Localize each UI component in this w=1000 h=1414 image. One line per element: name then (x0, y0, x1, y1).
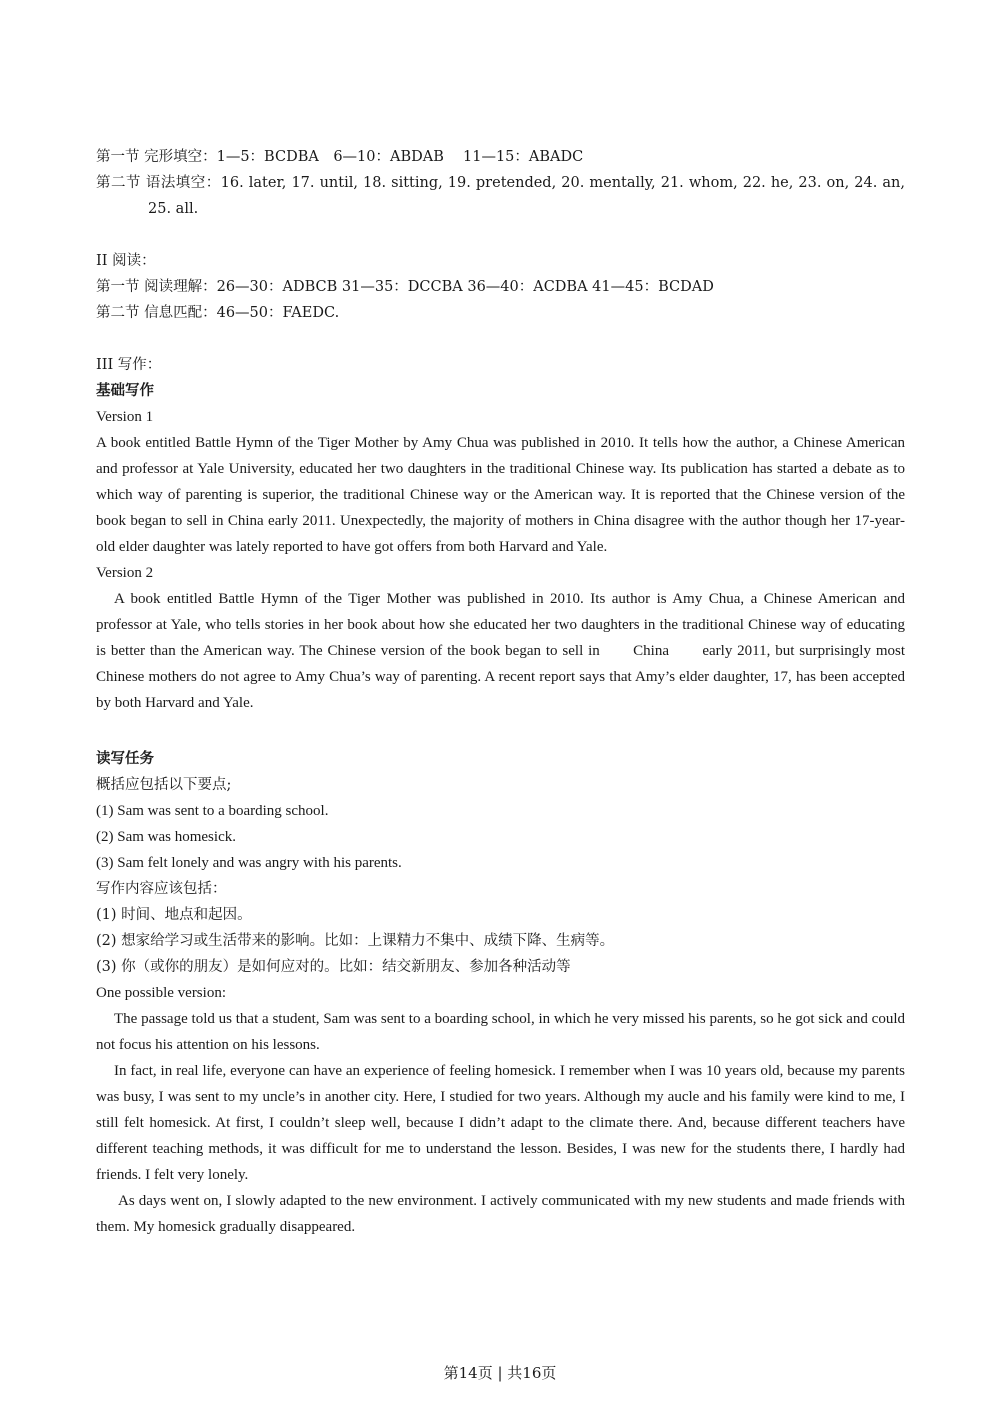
information-matching-answers: 第二节 信息匹配：46—50：FAEDC. (96, 305, 340, 321)
page-footer: 第14页 | 共16页 (443, 1364, 557, 1382)
content-label: 写作内容应该包括： (96, 881, 227, 897)
content-point: (1) 时间、地点和起因。 (96, 907, 252, 923)
reading-heading: II 阅读： (96, 253, 156, 269)
task-title: 读写任务 (96, 750, 154, 767)
basic-writing-title: 基础写作 (96, 382, 154, 399)
summary-label: 概括应包括以下要点; (96, 777, 232, 793)
spacer (96, 716, 905, 742)
version1-label: Version 1 (96, 409, 154, 425)
writing-heading: III 写作： (96, 357, 162, 373)
content-point: (3) 你（或你的朋友）是如何应对的。比如：结交新朋友、参加各种活动等 (96, 959, 571, 975)
reading-comprehension-answers: 第一节 阅读理解：26—30：ADBCB 31—35：DCCBA 36—40：ACDBA 41—45：BCDAD (96, 279, 714, 295)
version1-text: A book entitled Battle Hymn of the Tiger Mother by Amy Chua was published in 2010. It tells how the author, a Chinese American and professor at Yale University, educated her two daughters in the traditional Chinese way. Its publication has started a debate as to which way of parenting is superior, the traditional Chinese way or the American way. It is reported that the Chinese version of the book began to sell in China early 2011. Unexpectedly, the majority of mothers in China disagree with the author though her 17-year-old elder daughter was lately reported to have got offers from both Harvard and Yale. (96, 435, 905, 555)
document-page (96, 144, 905, 1240)
content-point: (2) 想家给学习或生活带来的影响。比如：上课精力不集中、成绩下降、生病等。 (96, 933, 615, 949)
summary-point: (2) Sam was homesick. (96, 829, 236, 845)
essay-paragraph-2: In fact, in real life, everyone can have an experience of feeling homesick. I remember when I was 10 years old, because my parents was busy, I was sent to my uncle’s in another city. Here, I studied for two years. Although my aucle and his family were kind to me, I still felt homesick. At first, I couldn’t sleep well, because I didn’t adapt to the climate there. And, because different teachers have different teaching methods, it was difficult for me to understand the lesson. Besides, I was new for the students there, I hardly had friends. I felt very lonely. (96, 1063, 905, 1183)
essay-paragraph-1: The passage told us that a student, Sam was sent to a boarding school, in which he very missed his parents, so he got sick and could not focus his attention on his lessons. (96, 1011, 905, 1053)
summary-point: (3) Sam felt lonely and was angry with his parents. (96, 855, 402, 871)
cloze-answers: 第一节 完形填空：1—5：BCDBA 6—10：ABDAB 11—15：ABADC (96, 149, 584, 165)
version2-text: A book entitled Battle Hymn of the Tiger Mother was published in 2010. Its author is Amy Chua, a Chinese American and professor at Yale, who tells stories in her book about how she educated her two daughters in the traditional Chinese way of educating is better than the American way. The Chinese version of the book began to sell in China early 2011, but surprisingly most Chinese mothers do not agree to Amy Chua’s way of parenting. A recent report says that Amy’s elder daughter, 17, has been accepted by both Harvard and Yale. (96, 591, 905, 711)
essay-paragraph-3: As days went on, I slowly adapted to the new environment. I actively communicated with my new students and made friends with them. My homesick gradually disappeared. (96, 1193, 905, 1235)
version2-label: Version 2 (96, 565, 154, 581)
summary-point: (1) Sam was sent to a boarding school. (96, 803, 329, 819)
grammar-answers: 第二节 语法填空：16. later, 17. until, 18. sitting, 19. pretended, 20. mentally, 21. whom, 22. he, 23. on, 24. an, 25. all. (96, 175, 905, 217)
spacer (96, 326, 905, 352)
spacer (96, 222, 905, 248)
possible-version-label: One possible version: (96, 985, 226, 1001)
